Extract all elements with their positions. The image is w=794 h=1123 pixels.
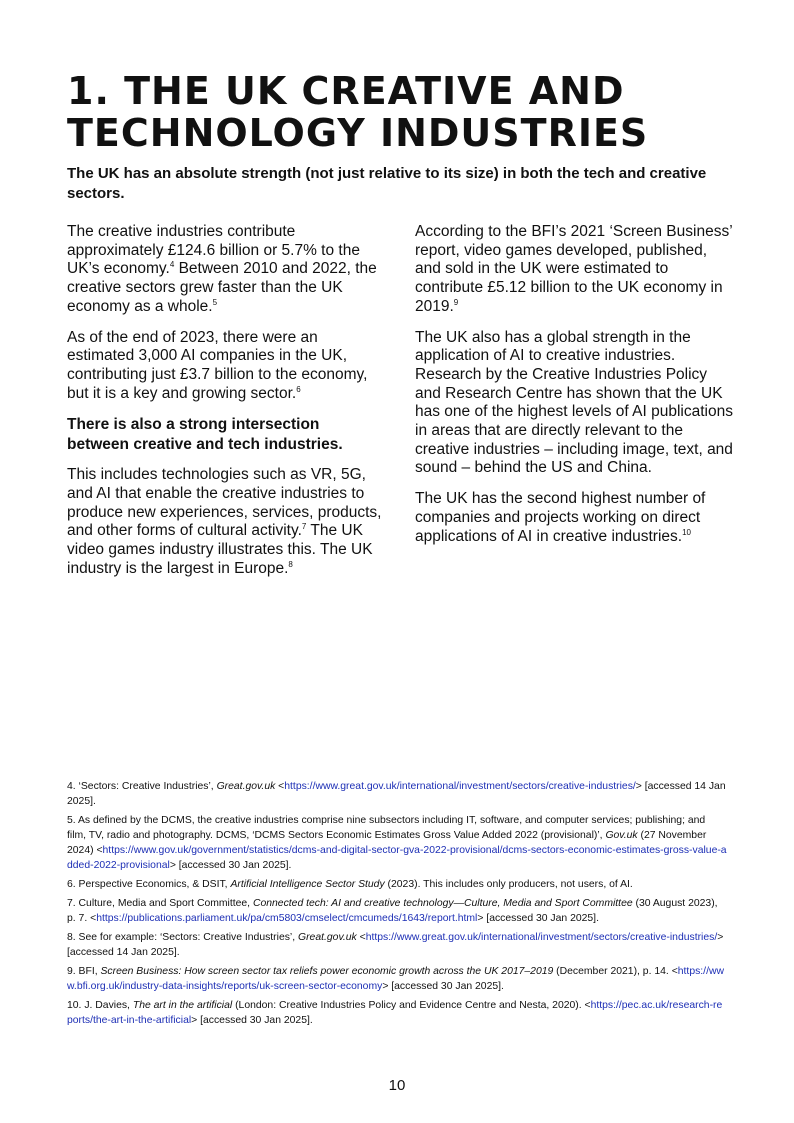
ai-companies-paragraph: As of the end of 2023, there were an estimated 3,000 AI companies in the UK, contributing just £3.7 billion to the economy, but it is a key and growing sector.$^6$ <box>67 328 368 402</box>
footnote-9-link[interactable]: https://www.bfi.org.uk/industry-data-insights/reports/uk-screen-sector-economy <box>67 966 724 992</box>
page-title <box>67 70 747 154</box>
left-column <box>67 223 385 591</box>
page-number: 10 <box>388 1077 406 1094</box>
technologies-paragraph: This includes technologies such as VR, 5G, and AI that enable the creative industries to produce new experiences, services, products, and other forms of cultural activity.$^7$ The UK video games industry illustrates this. The UK industry is the largest in Europe.$^8$ <box>67 466 382 577</box>
footnote-9: 9. BFI, Screen Business: How screen sector tax reliefs power economic growth across the UK 2017–2019 (December 2021), p. 14. <https://www.bfi.org.uk/industry-data-insights/reports/uk-screen-sector-economy> [accessed 30 Jan 2025]. <box>67 966 724 992</box>
footnote-ref-9[interactable]: 9 <box>453 297 459 307</box>
page-title-line-1: 1. THE UK CREATIVE AND <box>67 69 625 113</box>
bfi-report-paragraph: According to the BFI’s 2021 ‘Screen Business’ report, video games developed, published, and sold in the UK were estimated to contribute £5.12 billion to the UK economy in 2019.$^9$ <box>415 223 733 315</box>
creative-economy-paragraph: The creative industries contribute approximately £124.6 billion or 5.7% to the UK’s economy.$^4$ Between 2010 and 2022, the creative sectors grew faster than the UK economy as a whole.$^5$ <box>67 223 377 315</box>
footnote-6: 6. Perspective Economics, & DSIT, Artificial Intelligence Sector Study (2023). This includes only producers, not users, of AI. <box>67 879 633 890</box>
global-strength-paragraph: The UK also has a global strength in the application of AI to creative industries. Research by the Creative Industries Policy and Research Centre has shown that the UK has one of the highest levels of AI publications in areas that are directly relevant to the creative industries – including image, text, and sound – behind the US and China. <box>415 328 733 477</box>
footnote-8: 8. See for example: ‘Sectors: Creative Industries’, Great.gov.uk <https://www.great.gov.uk/international/investment/sectors/creative-industries/> [accessed 14 Jan 2025]. <box>67 932 724 958</box>
footnote-10-link[interactable]: https://pec.ac.uk/research-reports/the-art-in-the-artificial <box>67 1000 723 1026</box>
footnote-4-link[interactable]: https://www.great.gov.uk/international/investment/sectors/creative-industries/ <box>284 781 636 792</box>
footnote-5: 5. As defined by the DCMS, the creative industries comprise nine subsectors including IT, software, and computer services; publishing; and film, TV, radio and photography. DCMS, ‘DCMS Sectors Economic Estimates Gross Value Added 2022 (provisional)’, Gov.uk (27 November 2024) <https://www.gov.uk/government/statistics/dcms-and-digital-sector-gva-2022-provisional/dcms-sectors-economic-estimates-gross-value-added-2022-provisional> [accessed 30 Jan 2025]. <box>67 815 727 871</box>
footnote-ref-10[interactable]: 10 <box>682 527 691 537</box>
footnote-5-link[interactable]: https://www.gov.uk/government/statistics/dcms-and-digital-sector-gva-2022-provisional/dcms-sectors-economic-estimates-gross-value-added-2022-provisional <box>67 845 727 871</box>
intersection-subheading: There is also a strong intersection between creative and tech industries. <box>67 416 343 453</box>
footnote-ref-4[interactable]: 4 <box>169 260 175 270</box>
footnote-ref-6[interactable]: 6 <box>296 384 301 394</box>
lead-paragraph: The UK has an absolute strength (not just relative to its size) in both the tech and creative sectors. <box>67 165 707 202</box>
footnote-ref-8[interactable]: 8 <box>288 559 293 569</box>
footnote-ref-7[interactable]: 7 <box>301 522 307 532</box>
footnote-4: 4. ‘Sectors: Creative Industries’, Great.gov.uk <https://www.great.gov.uk/international/investment/sectors/creative-industries/> [accessed 14 Jan 2025]. <box>67 781 726 807</box>
footnote-10: 10. J. Davies, The art in the artificial (London: Creative Industries Policy and Evidence Centre and Nesta, 2020). <https://pec.ac.uk/research-reports/the-art-in-the-artificial> [accessed 30 Jan 2025]. <box>67 1000 723 1026</box>
footnote-ref-5[interactable]: 5 <box>212 297 218 307</box>
right-column <box>415 223 733 558</box>
footnote-7: 7. Culture, Media and Sport Committee, Connected tech: AI and creative technology—Culture, Media and Sport Committee (30 August 2023), p. 7. <https://publications.parliament.uk/pa/cm5803/cmselect/cmcumeds/1643/report.html> [accessed 30 Jan 2025]. <box>67 898 718 924</box>
page-title-line-2: TECHNOLOGY INDUSTRIES <box>67 111 649 155</box>
footnotes <box>67 779 727 1032</box>
second-highest-paragraph: The UK has the second highest number of companies and projects working on direct applications of AI in creative industries.$^{10}$ <box>415 490 706 545</box>
footnote-7-link[interactable]: https://publications.parliament.uk/pa/cm5803/cmselect/cmcumeds/1643/report.html <box>96 913 478 924</box>
footnote-8-link[interactable]: https://www.great.gov.uk/international/investment/sectors/creative-industries/ <box>365 932 718 943</box>
